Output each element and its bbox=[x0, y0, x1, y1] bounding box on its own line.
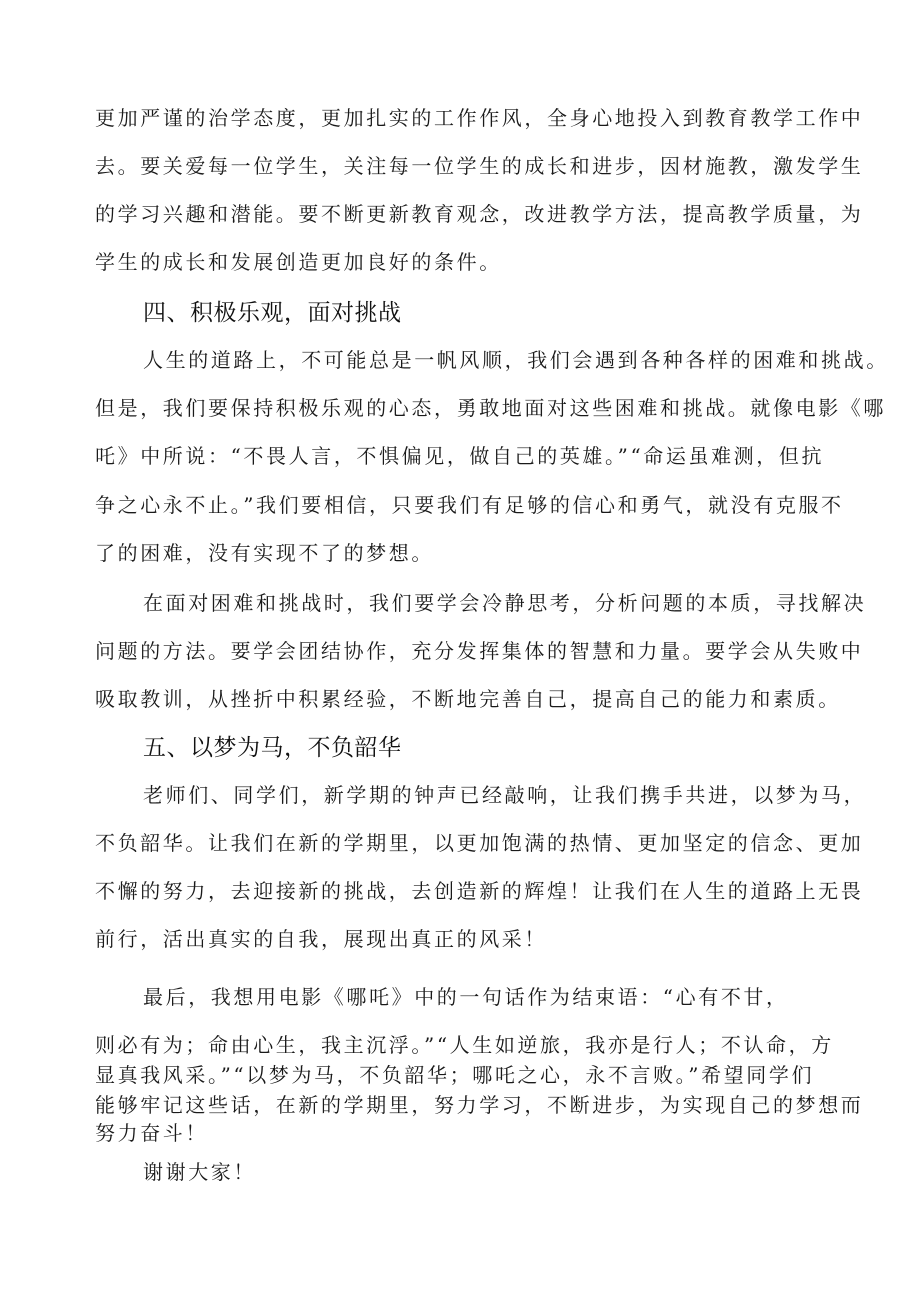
paragraph-line: 更加严谨的治学态度，更加扎实的工作作风，全身心地投入到教育教学工作中 bbox=[95, 106, 864, 130]
paragraph-line: 争之心永不止。”我们要相信，只要我们有足够的信心和勇气，就没有克服不 bbox=[95, 493, 844, 517]
paragraph-line: 的学习兴趣和潜能。要不断更新教育观念，改进教学方法，提高教学质量，为 bbox=[95, 202, 864, 226]
closing-line: 谢谢大家！ bbox=[143, 1160, 256, 1184]
section-heading: 四、积极乐观，面对挑战 bbox=[143, 300, 402, 326]
paragraph-line: 老师们、同学们，新学期的钟声已经敲响，让我们携手共进，以梦为马， bbox=[143, 783, 867, 807]
paragraph-line: 在面对困难和挑战时，我们要学会冷静思考，分析问题的本质，寻找解决 bbox=[143, 591, 867, 615]
paragraph-line: 吸取教训，从挫折中积累经验，不断地完善自己，提高自己的能力和素质。 bbox=[95, 687, 841, 711]
paragraph-line: 吒》中所说：“不畏人言，不惧偏见，做自己的英雄。”“命运虽难测，但抗 bbox=[95, 444, 825, 468]
paragraph-line: 最后，我想用电影《哪吒》中的一句话作为结束语：“心有不甘， bbox=[143, 985, 789, 1009]
paragraph-line: 学生的成长和发展创造更加良好的条件。 bbox=[95, 250, 502, 274]
paragraph-line: 问题的方法。要学会团结协作，充分发挥集体的智慧和力量。要学会从失败中 bbox=[95, 639, 864, 663]
paragraph-line: 努力奋斗！ bbox=[95, 1121, 208, 1145]
paragraph-line: 不懈的努力，去迎接新的挑战，去创造新的辉煌！让我们在人生的道路上无畏 bbox=[95, 879, 864, 903]
paragraph-line: 了的困难，没有实现不了的梦想。 bbox=[95, 541, 434, 565]
paragraph-line: 能够牢记这些话，在新的学期里，努力学习，不断进步，为实现自己的梦想而 bbox=[95, 1093, 864, 1117]
paragraph-line: 前行，活出真实的自我，展现出真正的风采！ bbox=[95, 927, 547, 951]
paragraph-line: 则必有为；命由心生，我主沉浮。”“人生如逆旅，我亦是行人；不认命，方 bbox=[95, 1033, 834, 1057]
section-heading: 五、以梦为马，不负韶华 bbox=[143, 735, 402, 761]
paragraph-line: 不负韶华。让我们在新的学期里，以更加饱满的热情、更加坚定的信念、更加 bbox=[95, 831, 864, 855]
paragraph-line: 显真我风采。”“以梦为马，不负韶华；哪吒之心，永不言败。”希望同学们 bbox=[95, 1063, 815, 1087]
paragraph-line: 去。要关爱每一位学生，关注每一位学生的成长和进步，因材施教，激发学生 bbox=[95, 154, 864, 178]
paragraph-line: 但是，我们要保持积极乐观的心态，勇敢地面对这些困难和挑战。就像电影《哪 bbox=[95, 396, 886, 420]
paragraph-line: 人生的道路上，不可能总是一帆风顺，我们会遇到各种各样的困难和挑战。 bbox=[143, 348, 889, 372]
